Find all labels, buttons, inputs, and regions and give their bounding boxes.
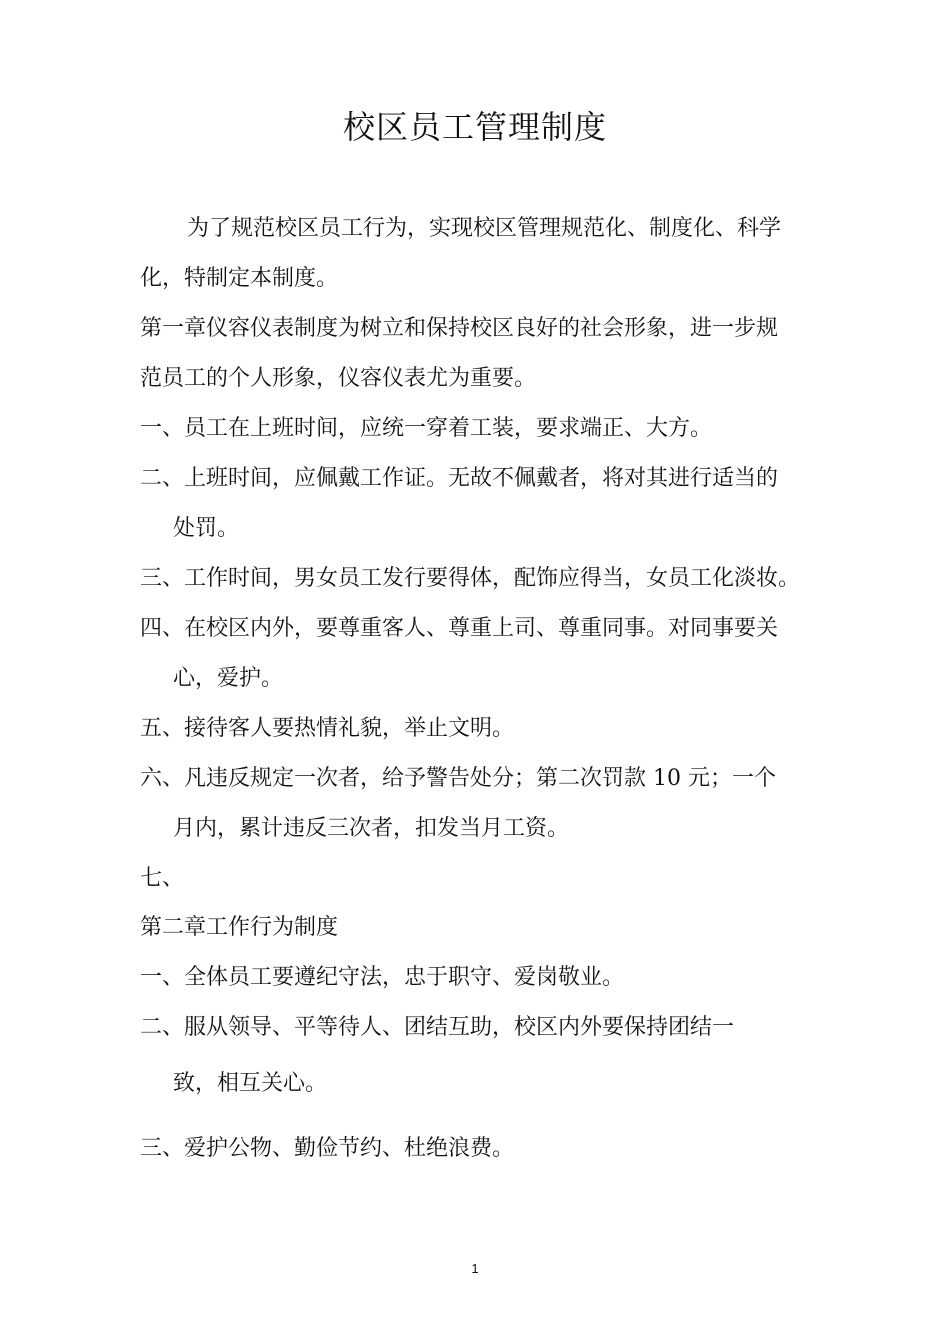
chapter1-heading-line-2: 范员工的个人形象，仪容仪表尤为重要。 bbox=[140, 366, 537, 391]
chapter2-item-1: 一、全体员工要遵纪守法，忠于职守、爱岗敬业。 bbox=[140, 965, 625, 990]
chapter1-heading-line-1: 第一章仪容仪表制度为树立和保持校区良好的社会形象，进一步规 bbox=[140, 316, 779, 341]
chapter2-item-2-line-1: 二、服从领导、平等待人、团结互助，校区内外要保持团结一 bbox=[140, 1015, 735, 1040]
chapter1-item-5: 五、接待客人要热情礼貌，举止文明。 bbox=[140, 716, 515, 741]
chapter1-item-6-line-2: 月内，累计违反三次者，扣发当月工资。 bbox=[173, 816, 570, 841]
chapter1-item-6-line-1: 六、凡违反规定一次者，给予警告处分；第二次罚款 10 元；一个 bbox=[140, 766, 776, 791]
chapter2-item-3: 三、爱护公物、勤俭节约、杜绝浪费。 bbox=[140, 1136, 515, 1161]
chapter1-item-3: 三、工作时间，男女员工发行要得体，配饰应得当，女员工化淡妆。 bbox=[140, 566, 801, 591]
chapter2-heading: 第二章工作行为制度 bbox=[140, 915, 339, 940]
chapter1-item-2-line-1: 二、上班时间，应佩戴工作证。无故不佩戴者，将对其进行适当的 bbox=[140, 466, 779, 491]
intro-line-1: 为了规范校区员工行为，实现校区管理规范化、制度化、科学 bbox=[187, 216, 782, 241]
chapter1-item-1: 一、员工在上班时间，应统一穿着工装，要求端正、大方。 bbox=[140, 416, 713, 441]
page-number: 1 bbox=[471, 1261, 479, 1276]
document-title: 校区员工管理制度 bbox=[342, 108, 607, 146]
chapter1-item-2-line-2: 处罚。 bbox=[173, 516, 240, 541]
chapter1-item-7: 七、 bbox=[140, 866, 185, 891]
intro-line-2: 化，特制定本制度。 bbox=[140, 266, 339, 291]
chapter2-item-2-line-2: 致，相互关心。 bbox=[173, 1071, 328, 1096]
chapter1-item-4-line-1: 四、在校区内外，要尊重客人、尊重上司、尊重同事。对同事要关 bbox=[140, 616, 779, 641]
chapter1-item-4-line-2: 心，爱护。 bbox=[173, 666, 284, 691]
